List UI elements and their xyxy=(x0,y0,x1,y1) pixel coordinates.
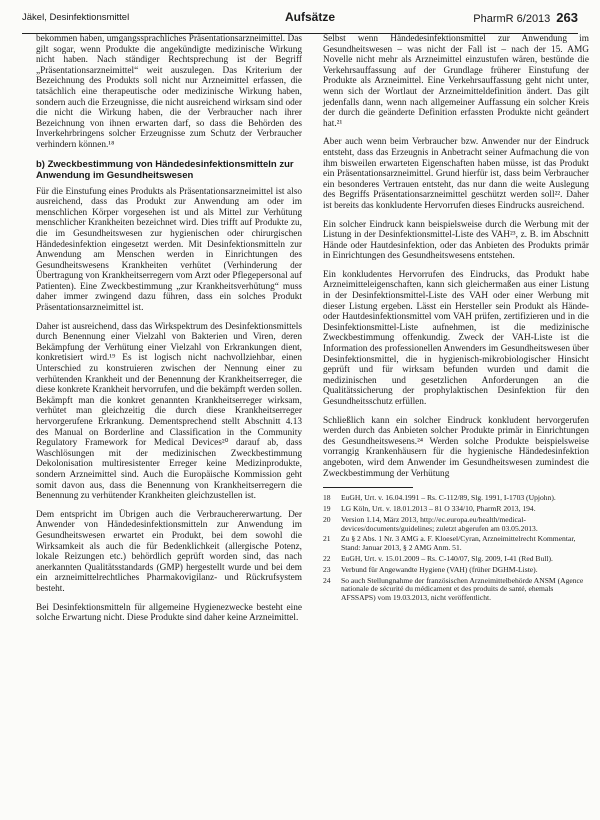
footnote-number: 23 xyxy=(323,564,331,574)
paragraph: Dem entspricht im Übrigen auch die Verbrauchererwartung. Der Anwender von Händedesinfektionsmitteln zur Anwendung im Gesundheitswesen erwartet ein Produkt, bei dem sowohl die Wirksamkeit als auch die für Bedenklichkeit (allergische Potenz, lokale Reizungen etc.) behördlich geprüft worden sind, das nach anerkannten Qualitätsstandards (GMP) hergestellt wurde und bei dem ein arzneimittelrechtliches Pharmakovigilanz- und Rückrufsystem besteht. xyxy=(36,509,302,594)
paragraph: Daher ist ausreichend, dass das Wirkspektrum des Desinfektionsmittels durch Benennung einer Vielzahl von Bakterien und Viren, deren Bekämpfung der Verhütung einer Vielzahl von Erkrankungen dient, konkretisiert wird.¹⁹ Es ist logisch nicht nachvollziehbar, einen Unterschied zu konstruieren zwischen der Nennung einer zu verhütenden Krankheit und der Benennung der Krankheitserreger, die diese konkrete Krankheit hervorrufen, und die bekämpft werden sollen. Bekämpft man die konkret genannten Krankheitserreger wirksam, verhütet man gleichzeitig die durch diese Krankheitserreger hervorgerufene Erkrankung. Dementsprechend stellt Abschnitt 4.13 des Manual on Borderline and Classification in the Community Regulatory Framework for Medical Devices²⁰ darauf ab, dass Waschlösungen mit der medizinischen Zweckbestimmung Dekolonisation multiresistenter Erreger keine Medizinprodukte, sondern Arzneimittel sind. Auch die Europäische Kommission geht somit davon aus, dass die Benennung von Krankheitserregern die Benennung zu verhütender Krankheiten gleichzustellen ist. xyxy=(36,321,302,502)
left-column xyxy=(36,34,302,632)
paragraph: Aber auch wenn beim Verbraucher bzw. Anwender nur der Eindruck entsteht, dass das Erzeugnis in Anbetracht seiner Aufmachung die von ihm bisweilen erwarteten Eigenschaften haben müsse, ist das Produkt ein Präsentationsarzneimittel. Grund hierfür ist, dass beim Verbraucher ein besonderes Vertrauen entsteht, das nur dann die weite Auslegung des Begriffs Präsentationsarzneimittel geschützt werden soll²². Daher ist bereits das konkludente Hervorrufen dieses Eindrucks ausreichend. xyxy=(323,137,589,211)
paragraph: Selbst wenn Händedesinfektionsmittel zur Anwendung im Gesundheitswesen – was nicht der Fall ist – nach der 15. AMG Novelle nicht mehr als Arzneimittel einzustufen wären, bestünde die Verkehrsauffassung auf der Grundlage früherer Einstufung der Produkte als Arzneimittel. Eine Verkehrsauffassung geht nicht unter, wenn sich der Wortlaut der Arzneimitteldefinition ändert. Das gilt jedenfalls dann, wenn nach allgemeiner Auffassung ein solcher Kreis der durch die geänderte Definition erfassten Produkte nicht geändert hat.²¹ xyxy=(323,34,589,129)
paragraph: Ein konkludentes Hervorrufen des Eindrucks, das Produkt habe Arzneimitteleigenschaften, kann sich gleichermaßen aus einer Listung in der Desinfektionsmittel-Liste des VAH oder einer Werbung mit dieser Listung ergeben. Lässt ein Hersteller sein Produkt als Hände- oder Hautdesinfektionsmittel vom VAH prüfen, zertifizieren und in die Desinfektionsmittel-Liste aufnehmen, ist die medizinische Zweckbestimmung offenkundig. Zweck der VAH-Liste ist die Information des professionellen Anwenders im Gesundheitswesen über Desinfektionsmittel, die in hygienisch-mikrobiologischer Hinsicht geprüft und für wirksam befunden wurden und damit die medizinischen und gesetzlichen Anforderungen an die Qualitätssicherung der prophylaktischen Desinfektion für den Gesundheitsschutz erfüllen. xyxy=(323,269,589,407)
section-label: Aufsätze xyxy=(284,10,335,24)
paragraph: Schließlich kann ein solcher Eindruck konkludent hervorgerufen werden durch das Anbieten solcher Produkte primär in Einrichtungen des Gesundheitswesens.²⁴ Werden solche Produkte beispielsweise vorrangig Krankenhäusern für die hygienische Händedesinfektion angeboten, wird dem Anwender im Gesundheitswesen zumindest die Zweckbestimmung der Verhütung xyxy=(323,415,589,479)
footnote xyxy=(323,555,589,564)
running-title: Jäkel, Desinfektionsmittel xyxy=(22,12,130,23)
section-heading: b) Zweckbestimmung von Händedesinfektionsmitteln zur Anwendung im Gesundheitswesen xyxy=(36,158,294,181)
page-number: 263 xyxy=(556,10,578,25)
footnote-text: Verbund für Angewandte Hygiene (VAH) (früher DGHM-Liste). xyxy=(341,564,538,574)
paragraph: Ein solcher Eindruck kann beispielsweise durch die Werbung mit der Listung in der Desinfektionsmittel-Liste des VAH²³, z. B. im Abschnitt Hände oder Hautdesinfektion, oder das Anbieten des Produkts primär in Einrichtungen des Gesundheitswesens entstehen. xyxy=(323,219,589,262)
footnote-text: Zu § 2 Abs. 1 Nr. 3 AMG a. F. Kloesel/Cyran, Arzneimittelrecht Kommentar, Stand: Januar 2013, § 2 AMG Anm. 51. xyxy=(341,534,576,553)
page-header xyxy=(22,8,578,34)
footnote-number: 20 xyxy=(323,514,331,524)
footnote xyxy=(323,566,589,575)
journal-info xyxy=(473,10,578,25)
footnotes xyxy=(323,494,589,603)
footnote-text: Version 1.14, März 2013, http://ec.europa.eu/health/medical-devices/documents/guidelines; zuletzt abgerufen am 03.05.2013. xyxy=(341,514,538,533)
footnote xyxy=(323,505,589,514)
right-column xyxy=(323,34,589,605)
footnote-text: EuGH, Urt. v. 16.04.1991 – Rs. C-112/89, Slg. 1991, I-1703 (Upjohn). xyxy=(341,493,556,503)
footnote-text: EuGH, Urt. v. 15.01.2009 – Rs. C-140/07, Slg. 2009, I-41 (Red Bull). xyxy=(341,553,553,563)
footnote-number: 19 xyxy=(323,503,331,513)
footnote-text: So auch Stellungnahme der französischen Arzneimittelbehörde ANSM (Agence nationale de sécurité du médicament et des produits de santé, ehemals AFSSAPS) vom 19.03.2013, nicht veröffentlicht. xyxy=(341,575,584,603)
journal-name: PharmR 6/2013 xyxy=(473,13,551,25)
footnote-number: 22 xyxy=(323,553,331,563)
footnote-divider xyxy=(323,487,413,488)
footnote xyxy=(323,535,589,553)
footnote xyxy=(323,516,589,534)
footnote-number: 21 xyxy=(323,534,331,544)
footnote-text: LG Köln, Urt. v. 18.01.2013 – 81 O 334/10, PharmR 2013, 194. xyxy=(341,503,536,513)
paragraph: Für die Einstufung eines Produkts als Präsentationsarzneimittel ist also ausreichend, dass das Produkt zur Anwendung am oder im menschlichen Körper vorgesehen ist und als Mittel zur Verhütung menschlicher Krankheiten bezeichnet wird. Dies trifft auf Produkte zu, die im Gesundheitswesen zur hygienischen oder chirurgischen Händedesinfektion eingesetzt werden. Mit Desinfektionsmitteln zur Anwendung am Menschen werden in Einrichtungen des Gesundheitswesens Krankheiten verhütet (Verhinderung der Übertragung von Krankheitserregern vom Arzt oder Pflegepersonal auf Patienten). Eine Zweckbestimmung „zur Krankheitsverhütung“ muss daher immer zwingend dazu führen, dass ein solches Produkt Präsentationsarzneimittel ist. xyxy=(36,186,302,314)
footnote xyxy=(323,494,589,503)
footnote-number: 18 xyxy=(323,493,331,503)
footnote-number: 24 xyxy=(323,575,331,585)
footnote xyxy=(323,577,589,603)
paragraph: Bei Desinfektionsmitteln für allgemeine Hygienezwecke besteht eine solche Erwartung nicht. Diese Produkte sind daher keine Arzneimittel. xyxy=(36,602,302,624)
paragraph: bekommen haben, umgangssprachliches Präsentationsarzneimittel. Das gilt sogar, wenn Produkte die angekündigte medizinische Wirkung nicht haben. Nach ständiger Rechtsprechung ist der Begriff „Präsentationsarzneimittel“ weit auszulegen. Das Kriterium der Bezeichnung des Produkts soll nicht nur Arzneimittel erfassen, die tatsächlich eine therapeutische oder medizinische Wirkung haben, sondern auch die Erzeugnisse, die nicht ausreichend wirksam sind oder die nicht die Wirkung haben, die der Verbraucher nach ihrer Bezeichnung von ihnen erwarten darf, so dass die Behörden des Inverkehrbringens solcher Erzeugnisse zum Schutz der Verbraucher verhindern können.¹⁸ xyxy=(36,34,302,150)
